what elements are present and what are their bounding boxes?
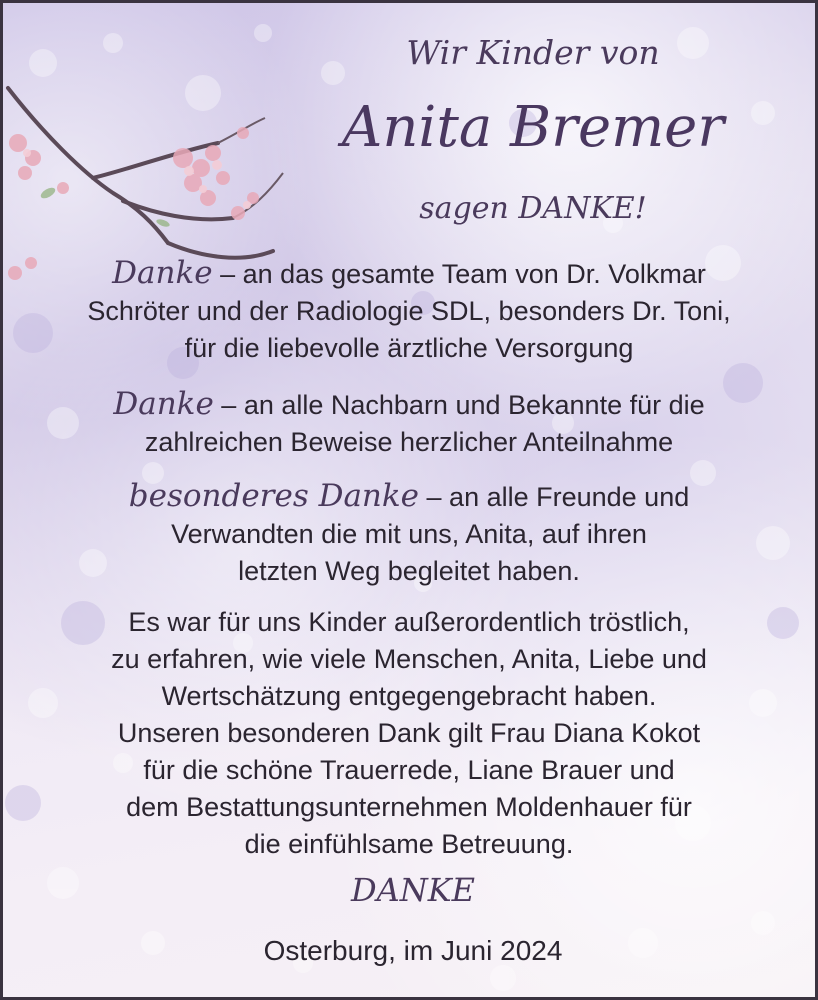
sign-off: DANKE [350, 871, 476, 909]
thanks-paragraph-neighbours [23, 386, 795, 461]
paragraph-line: letzten Weg begleitet haben. [238, 556, 580, 586]
paragraph-line: für die liebevolle ärztliche Versorgung [184, 333, 634, 363]
paragraph-line [23, 386, 795, 424]
closing-line: zu erfahren, wie viele Menschen, Anita, Liebe und [111, 644, 707, 674]
thanks-line: sagen DANKE! [419, 191, 647, 226]
paragraph-text: – an das gesamte Team von Dr. Volkmar [212, 259, 706, 289]
paragraph-lead: Danke [112, 255, 213, 291]
paragraph-text: – an alle Nachbarn und Bekannte für die [213, 390, 705, 420]
paragraph-line: Verwandten die mit uns, Anita, auf ihren [171, 519, 647, 549]
paragraph-line: zahlreichen Beweise herzlicher Anteilnahme [144, 427, 674, 457]
paragraph-line [23, 478, 795, 516]
thanks-paragraph-team [23, 255, 795, 367]
closing-line: dem Bestattungsunternehmen Moldenhauer für [126, 792, 692, 822]
paragraph-line: Schröter und der Radiologie SDL, besonders Dr. Toni, [87, 296, 731, 326]
closing-paragraph [23, 604, 795, 863]
paragraph-text: – an alle Freunde und [419, 482, 690, 512]
deceased-name: Anita Bremer [341, 95, 725, 160]
closing-line: die einfühlsame Betreuung. [244, 829, 574, 859]
closing-line: Unseren besonderen Dank gilt Frau Diana Kokot [117, 718, 701, 748]
thanks-paragraph-friends [23, 478, 795, 590]
paragraph-lead: Danke [113, 386, 214, 422]
paragraph-line [23, 255, 795, 293]
closing-line: Wertschätzung entgegengebracht haben. [161, 681, 657, 711]
closing-line: für die schöne Trauerrede, Liane Brauer und [143, 755, 675, 785]
place-and-date: Osterburg, im Juni 2024 [263, 935, 563, 966]
card-content [3, 3, 815, 997]
intro-line: Wir Kinder von [406, 33, 660, 72]
closing-line: Es war für uns Kinder außerordentlich tröstlich, [128, 607, 690, 637]
paragraph-lead: besonderes Danke [128, 478, 420, 514]
